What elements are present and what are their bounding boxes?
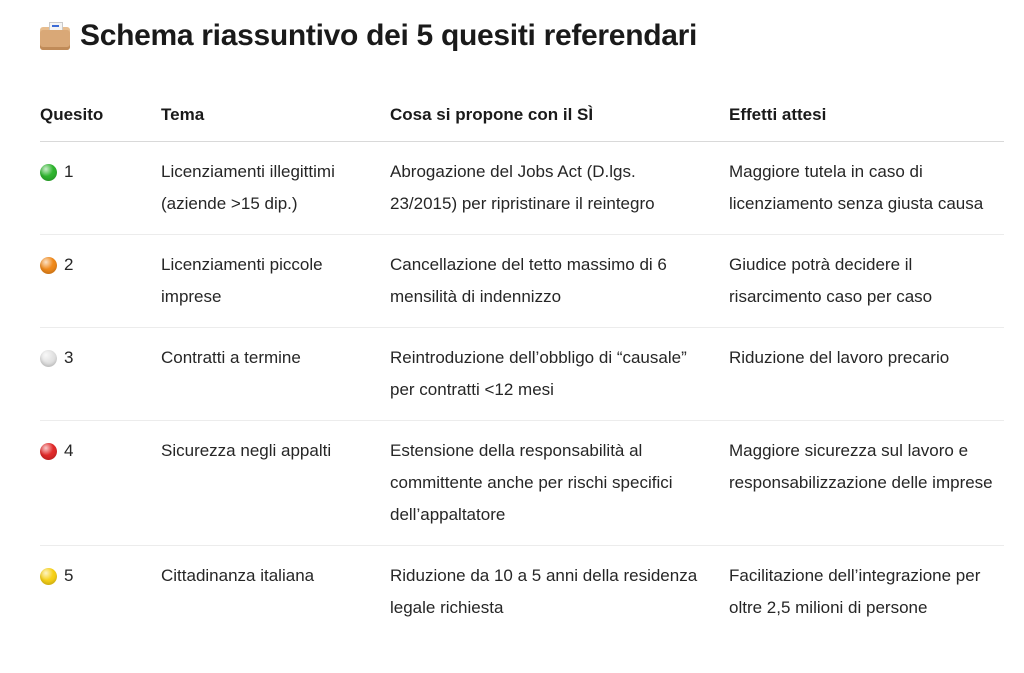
red-circle-icon bbox=[40, 443, 57, 460]
proposta-cell: Reintroduzione dell’obbligo di “causale” per contratti <12 mesi bbox=[390, 328, 729, 421]
quesito-cell bbox=[40, 328, 161, 421]
tema-cell: Contratti a termine bbox=[161, 328, 390, 421]
quesito-cell bbox=[40, 235, 161, 328]
quesito-cell bbox=[40, 421, 161, 546]
orange-circle-icon bbox=[40, 257, 57, 274]
quesito-cell bbox=[40, 142, 161, 235]
quesito-number: 3 bbox=[64, 348, 74, 367]
column-header-tema: Tema bbox=[161, 88, 390, 142]
white-circle-icon bbox=[40, 350, 57, 367]
column-header-proposta: Cosa si propone con il SÌ bbox=[390, 88, 729, 142]
tema-cell: Licenziamenti illegittimi (aziende >15 dip.) bbox=[161, 142, 390, 235]
green-circle-icon bbox=[40, 164, 57, 181]
tema-cell: Cittadinanza italiana bbox=[161, 566, 315, 585]
table-header-row bbox=[40, 88, 1004, 142]
quesito-number: 1 bbox=[64, 162, 74, 181]
column-header-quesito: Quesito bbox=[40, 88, 161, 142]
effetti-cell: Maggiore tutela in caso di licenziamento senza giusta causa bbox=[729, 142, 1004, 235]
quesito-number: 5 bbox=[64, 566, 74, 585]
table-row bbox=[40, 328, 1004, 421]
effetti-cell: Giudice potrà decidere il risarcimento caso per caso bbox=[729, 235, 1004, 328]
table-row bbox=[40, 142, 1004, 235]
table-row bbox=[40, 235, 1004, 328]
proposta-cell: Cancellazione del tetto massimo di 6 mensilità di indennizzo bbox=[390, 235, 729, 328]
tema-cell: Licenziamenti piccole imprese bbox=[161, 235, 390, 328]
referendum-table bbox=[40, 88, 1004, 638]
tema-cell: Sicurezza negli appalti bbox=[161, 421, 390, 546]
proposta-cell: Riduzione da 10 a 5 anni della residenza legale richiesta bbox=[390, 566, 698, 617]
table-row bbox=[40, 546, 1004, 639]
ballot-box-icon bbox=[40, 22, 70, 50]
quesito-number: 4 bbox=[64, 441, 74, 460]
quesito-cell bbox=[40, 546, 161, 639]
table-body bbox=[40, 142, 1004, 639]
effetti-cell: Facilitazione dell’integrazione per oltre 2,5 milioni di persone bbox=[729, 566, 981, 617]
quesito-number: 2 bbox=[64, 255, 74, 274]
page-title: Schema riassuntivo dei 5 quesiti referendari bbox=[80, 19, 698, 52]
yellow-circle-icon bbox=[40, 568, 57, 585]
effetti-cell: Riduzione del lavoro precario bbox=[729, 328, 1004, 421]
effetti-cell: Maggiore sicurezza sul lavoro e responsabilizzazione delle imprese bbox=[729, 421, 1004, 546]
page-header bbox=[40, 14, 697, 58]
table-row bbox=[40, 421, 1004, 546]
proposta-cell: Abrogazione del Jobs Act (D.lgs. 23/2015) per ripristinare il reintegro bbox=[390, 142, 729, 235]
proposta-cell: Estensione della responsabilità al committente anche per rischi specifici dell’appaltatore bbox=[390, 421, 729, 546]
column-header-effetti: Effetti attesi bbox=[729, 88, 1004, 142]
